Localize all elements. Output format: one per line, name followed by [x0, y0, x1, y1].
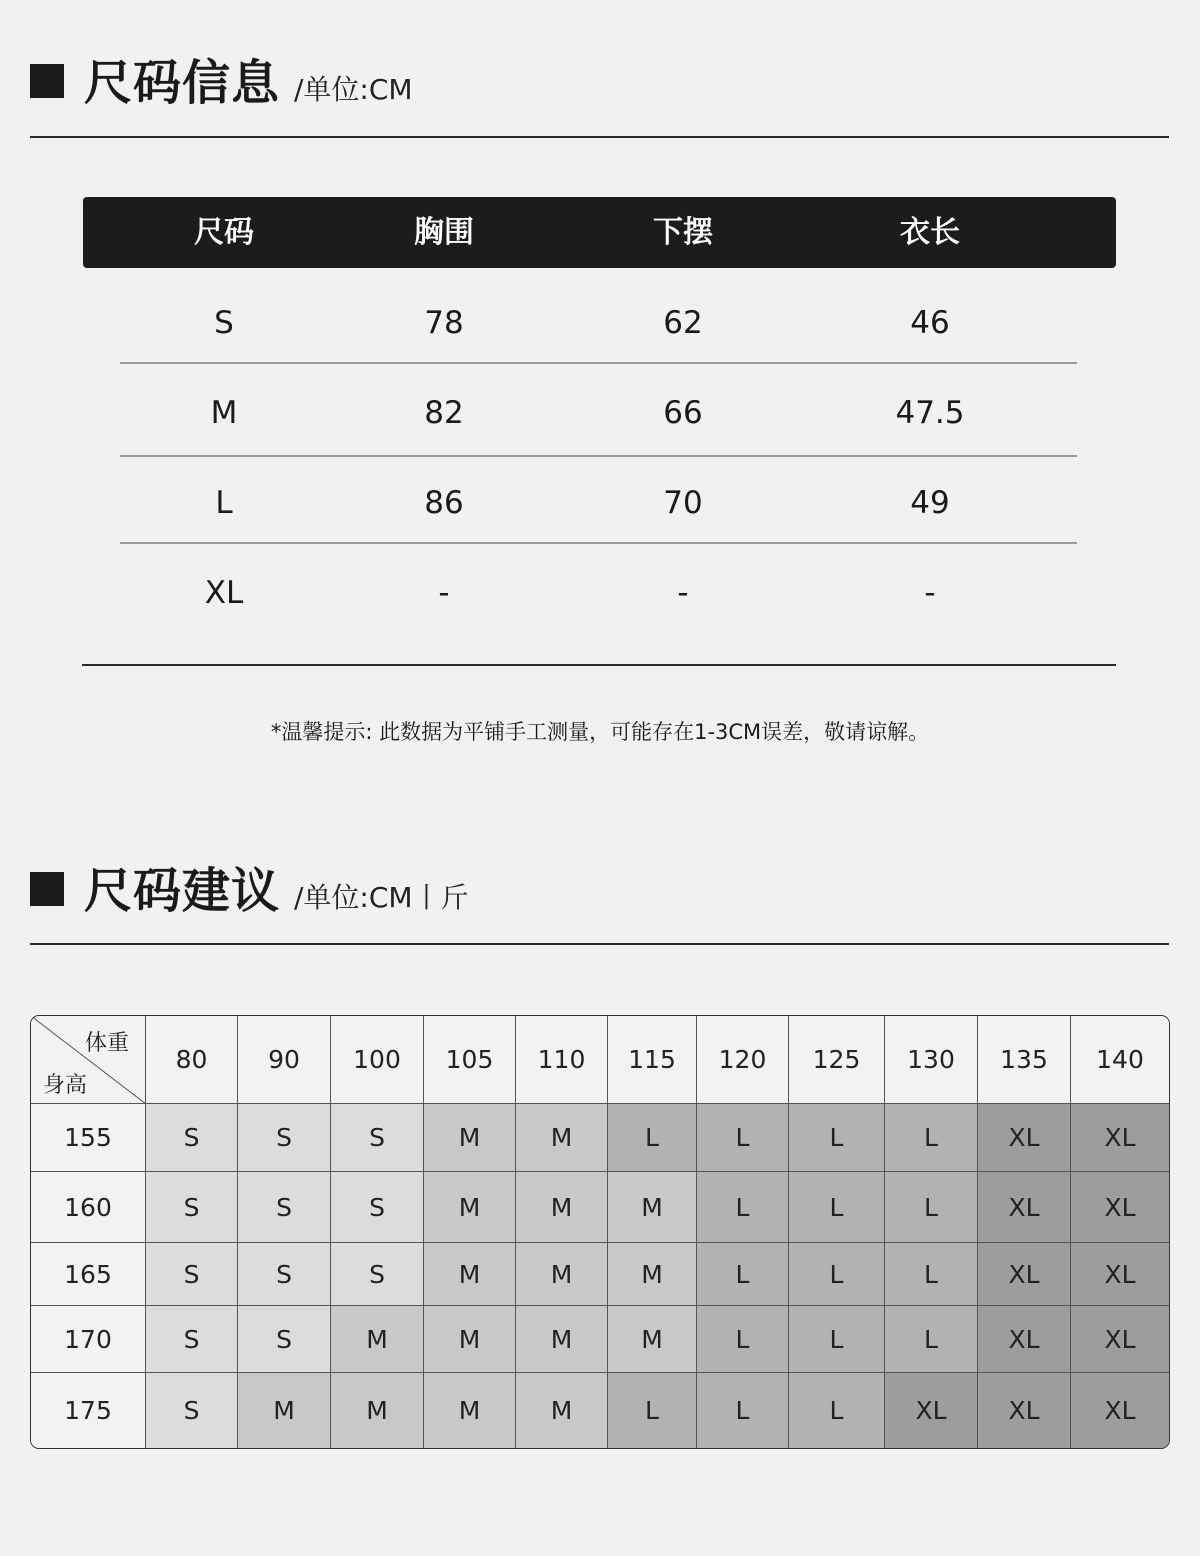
row-divider	[120, 455, 1077, 457]
size-cell: M	[608, 1243, 697, 1306]
cell-length: 47.5	[895, 395, 965, 431]
size-cell: M	[424, 1104, 516, 1172]
size-cell: XL	[1071, 1243, 1169, 1306]
size-cell: S	[146, 1104, 238, 1172]
size-cell: M	[608, 1172, 697, 1243]
weight-header: 120	[697, 1016, 789, 1104]
size-cell: S	[238, 1104, 331, 1172]
size-cell: L	[697, 1104, 789, 1172]
size-cell: L	[697, 1306, 789, 1373]
size-cell: XL	[978, 1104, 1071, 1172]
cell-size: XL	[204, 575, 244, 611]
weight-header: 110	[516, 1016, 608, 1104]
measurement-note: *温馨提示: 此数据为平铺手工测量，可能存在1-3CM误差，敬请谅解。	[270, 720, 930, 744]
size-cell: L	[789, 1104, 885, 1172]
size-cell: S	[331, 1243, 424, 1306]
size-cell: M	[516, 1373, 608, 1448]
header-chest: 胸围	[414, 215, 474, 250]
size-cell: L	[789, 1306, 885, 1373]
size-cell: M	[516, 1104, 608, 1172]
cell-hem: -	[677, 575, 689, 611]
size-cell: XL	[978, 1243, 1071, 1306]
row-divider	[120, 542, 1077, 544]
size-cell: S	[146, 1373, 238, 1448]
weight-header: 105	[424, 1016, 516, 1104]
size-cell: S	[331, 1104, 424, 1172]
weight-header: 100	[331, 1016, 424, 1104]
size-cell: XL	[978, 1306, 1071, 1373]
height-header: 160	[31, 1172, 146, 1243]
cell-hem: 66	[663, 395, 703, 431]
size-cell: L	[885, 1243, 978, 1306]
cell-chest: 82	[424, 395, 464, 431]
cell-chest: 86	[424, 485, 464, 521]
size-cell: XL	[978, 1373, 1071, 1448]
table-row	[0, 563, 1200, 623]
weight-header: 90	[238, 1016, 331, 1104]
size-cell: L	[885, 1306, 978, 1373]
cell-hem: 62	[663, 305, 703, 341]
size-cell: XL	[1071, 1373, 1169, 1448]
size-cell: XL	[1071, 1306, 1169, 1373]
section-title: 尺码建议	[84, 863, 281, 919]
corner-cell	[31, 1016, 146, 1104]
size-cell: S	[238, 1243, 331, 1306]
cell-size: M	[210, 395, 238, 431]
weight-axis-label: 体重	[85, 1031, 130, 1056]
size-cell: L	[697, 1172, 789, 1243]
height-axis-label: 身高	[43, 1073, 88, 1098]
size-cell: M	[608, 1306, 697, 1373]
size-info-header	[30, 38, 1169, 118]
table-bottom-rule	[82, 664, 1116, 666]
cell-size: L	[215, 485, 233, 521]
size-cell: XL	[1071, 1104, 1169, 1172]
size-cell: S	[331, 1172, 424, 1243]
section-unit: /单位:CM丨斤	[294, 881, 469, 914]
size-cell: M	[424, 1172, 516, 1243]
size-cell: M	[331, 1373, 424, 1448]
size-cell: M	[424, 1306, 516, 1373]
weight-header: 130	[885, 1016, 978, 1104]
size-cell: L	[697, 1373, 789, 1448]
size-cell: M	[238, 1373, 331, 1448]
size-recommendation-grid	[30, 1015, 1170, 1449]
size-cell: M	[331, 1306, 424, 1373]
size-cell: S	[238, 1306, 331, 1373]
row-divider	[120, 362, 1077, 364]
size-cell: XL	[885, 1373, 978, 1448]
height-header: 155	[31, 1104, 146, 1172]
height-header: 175	[31, 1373, 146, 1448]
section-unit: /单位:CM	[294, 73, 413, 106]
weight-header: 125	[789, 1016, 885, 1104]
size-cell: L	[697, 1243, 789, 1306]
size-cell: S	[238, 1172, 331, 1243]
cell-chest: 78	[424, 305, 464, 341]
cell-length: -	[924, 575, 936, 611]
header-size: 尺码	[194, 215, 254, 250]
size-cell: L	[608, 1104, 697, 1172]
size-cell: S	[146, 1172, 238, 1243]
size-cell: L	[885, 1104, 978, 1172]
size-advice-header	[30, 846, 1169, 926]
weight-header: 115	[608, 1016, 697, 1104]
table-row	[0, 293, 1200, 353]
weight-header: 140	[1071, 1016, 1169, 1104]
cell-hem: 70	[663, 485, 703, 521]
table-row	[0, 383, 1200, 443]
height-header: 170	[31, 1306, 146, 1373]
cell-chest: -	[438, 575, 450, 611]
size-cell: L	[789, 1373, 885, 1448]
size-cell: L	[608, 1373, 697, 1448]
size-cell: M	[516, 1172, 608, 1243]
cell-length: 46	[910, 305, 950, 341]
size-cell: M	[516, 1306, 608, 1373]
cell-size: S	[214, 305, 234, 341]
header-length: 衣长	[900, 215, 960, 250]
size-cell: L	[885, 1172, 978, 1243]
table-row	[0, 473, 1200, 533]
size-cell: XL	[978, 1172, 1071, 1243]
size-cell: S	[146, 1243, 238, 1306]
cell-length: 49	[910, 485, 950, 521]
height-header: 165	[31, 1243, 146, 1306]
divider	[30, 136, 1169, 138]
size-cell: M	[424, 1373, 516, 1448]
size-table-header	[83, 197, 1116, 268]
weight-header: 135	[978, 1016, 1071, 1104]
size-cell: L	[789, 1243, 885, 1306]
header-hem: 下摆	[653, 215, 713, 250]
size-cell: L	[789, 1172, 885, 1243]
size-cell: S	[146, 1306, 238, 1373]
square-bullet-icon	[30, 64, 64, 98]
square-bullet-icon	[30, 872, 64, 906]
section-title: 尺码信息	[84, 55, 281, 111]
size-cell: M	[424, 1243, 516, 1306]
size-cell: XL	[1071, 1172, 1169, 1243]
weight-header: 80	[146, 1016, 238, 1104]
divider	[30, 943, 1169, 945]
size-cell: M	[516, 1243, 608, 1306]
